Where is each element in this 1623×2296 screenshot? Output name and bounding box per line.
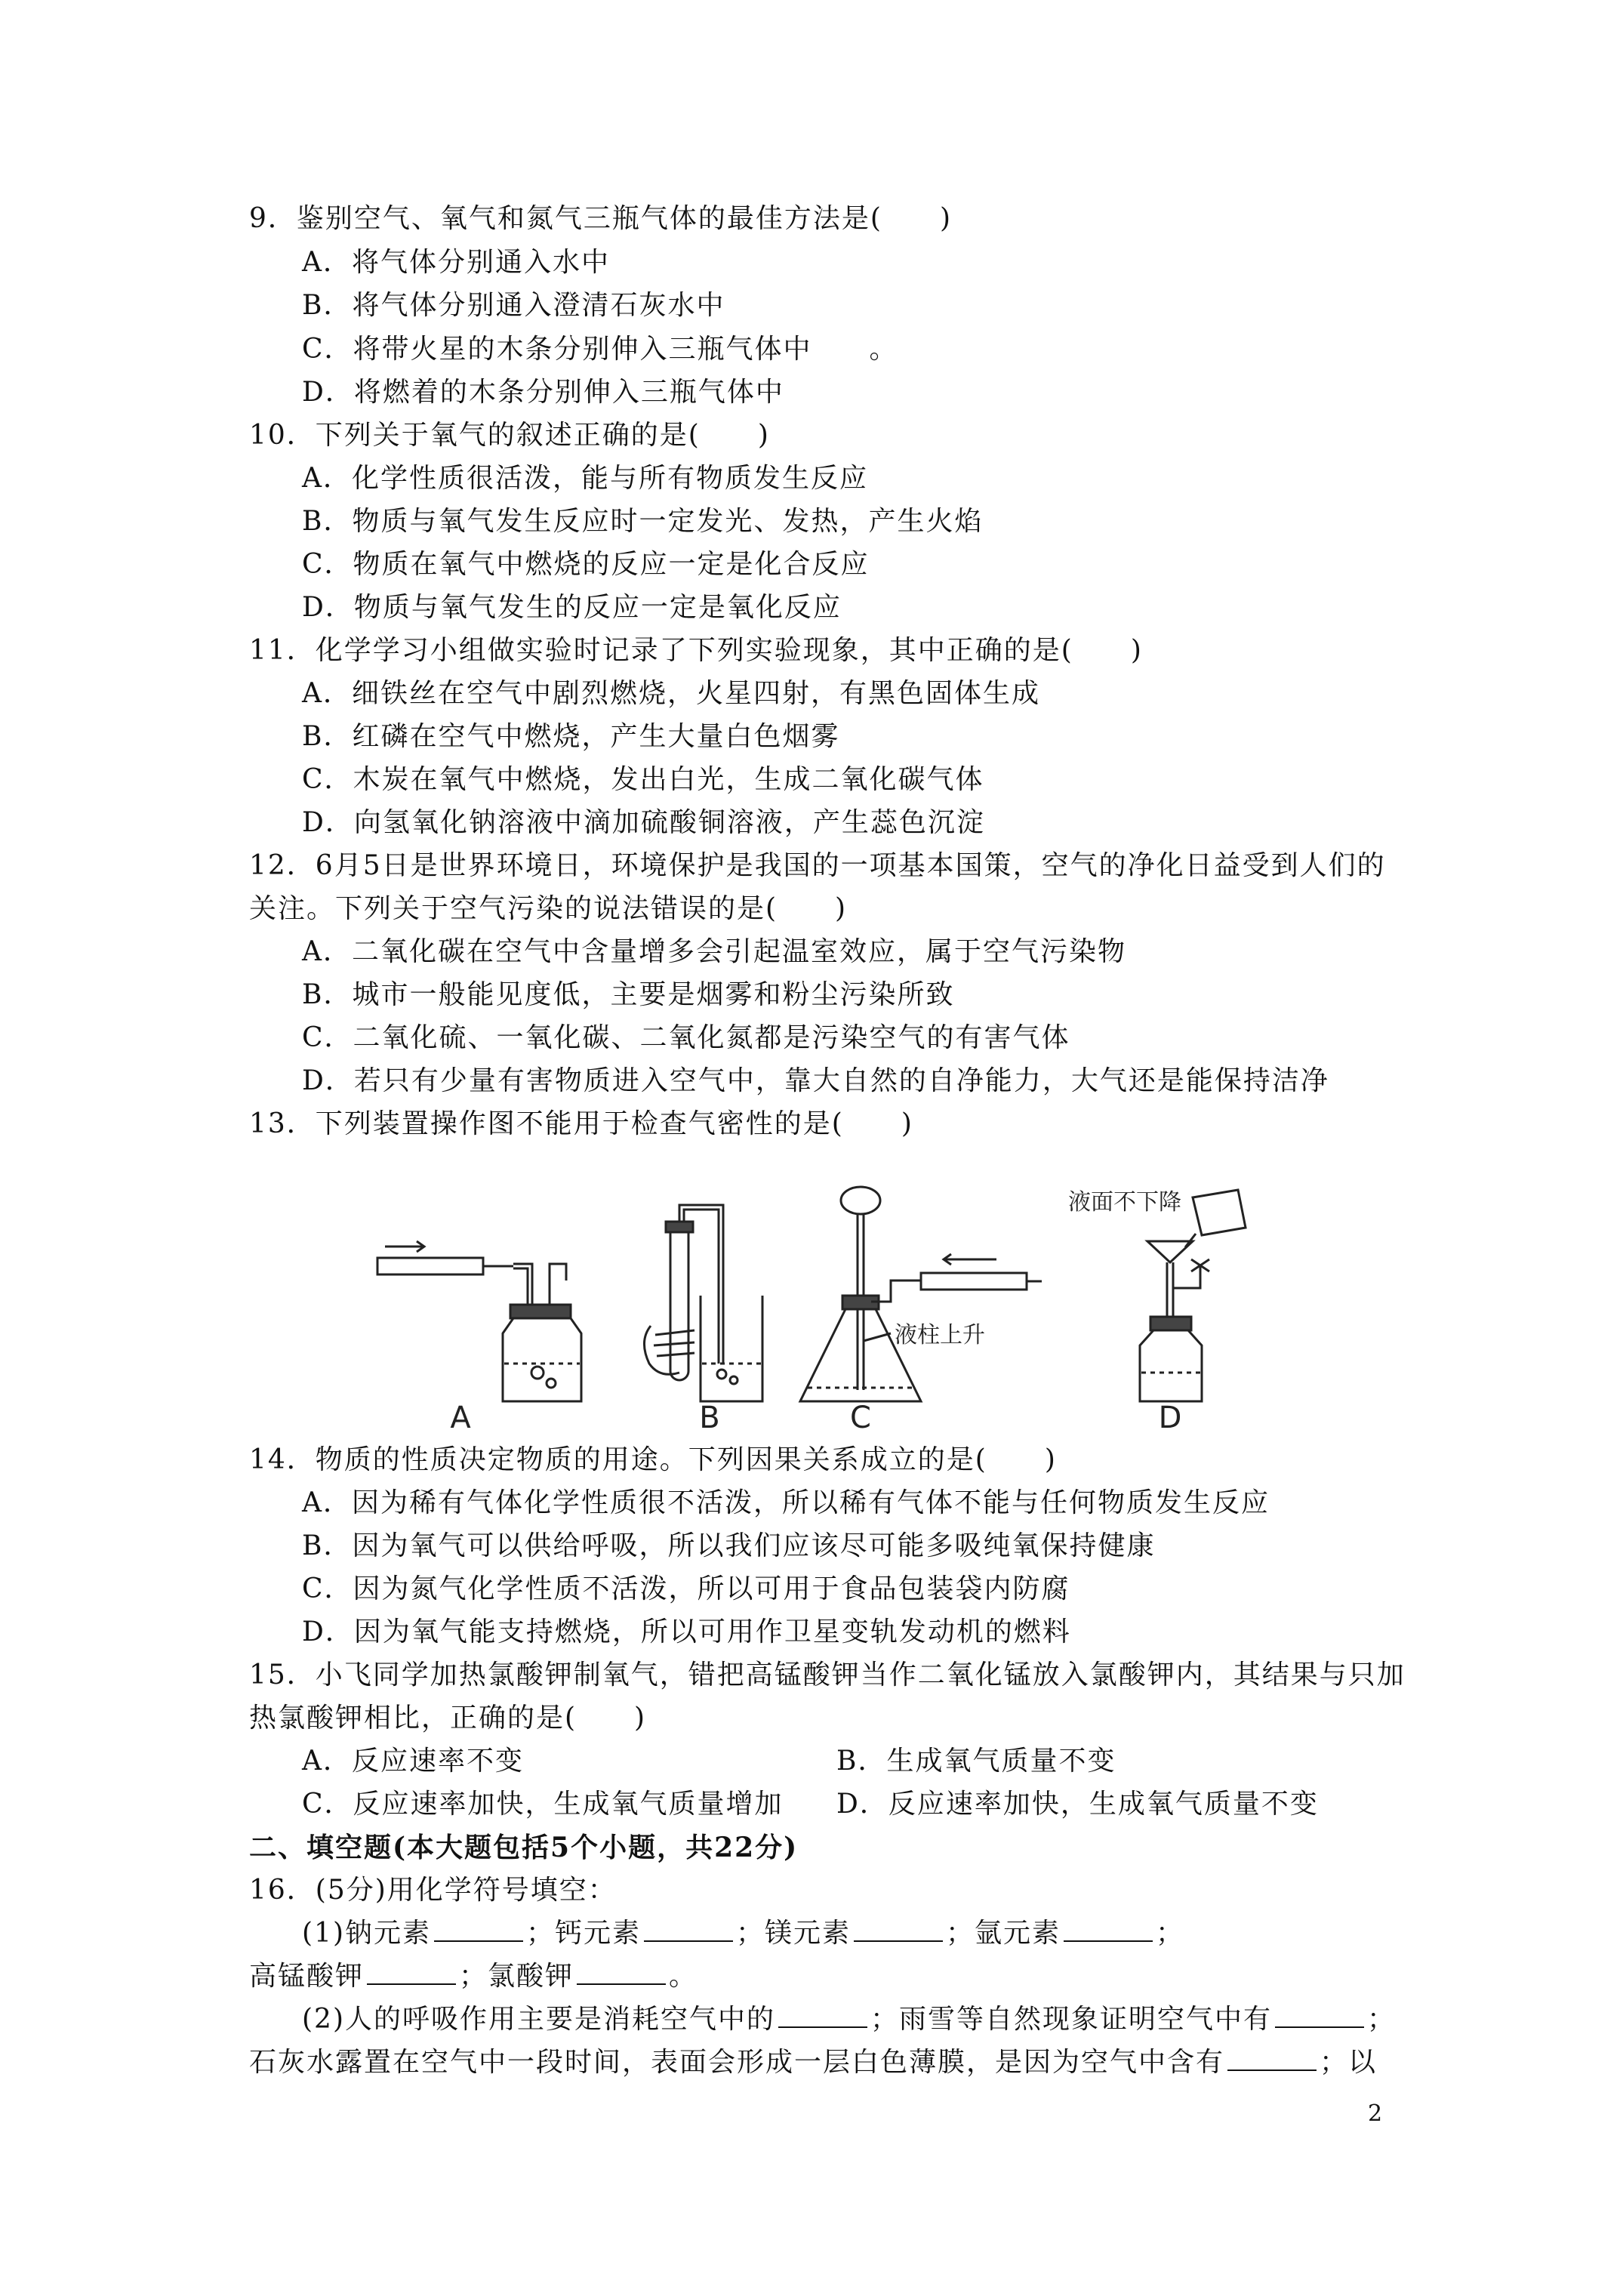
question-14-option-a: A．因为稀有气体化学性质很不活泼，所以稀有气体不能与任何物质发生反应 xyxy=(302,1487,1270,1518)
question-13-stem: 13．下列装置操作图不能用于检查气密性的是( ) xyxy=(249,1108,913,1139)
answer-blank[interactable] xyxy=(367,1961,456,1985)
question-9-option-b: B．将气体分别通入澄清石灰水中 xyxy=(302,290,725,321)
question-9-stem: 9．鉴别空气、氧气和氮气三瓶气体的最佳方法是( ) xyxy=(249,203,952,234)
answer-blank[interactable] xyxy=(778,2004,867,2028)
q16-text: ；氩元素 xyxy=(946,1918,1061,1949)
q16-text: ；镁元素 xyxy=(736,1918,852,1949)
apparatus-b xyxy=(644,1205,762,1401)
question-12-option-c: C．二氧化硫、一氧化碳、二氧化氮都是污染空气的有害气体 xyxy=(302,1022,1070,1053)
q16-text: 石灰水露置在空气中一段时间，表面会形成一层白色薄膜，是因为空气中含有 xyxy=(249,2047,1225,2078)
question-11-stem: 11．化学学习小组做实验时记录了下列实验现象，其中正确的是( ) xyxy=(249,635,1143,666)
question-12-option-a: A．二氧化碳在空气中含量增多会引起温室效应，属于空气污染物 xyxy=(302,936,1126,967)
question-11-option-b: B．红磷在空气中燃烧，产生大量白色烟雾 xyxy=(302,721,840,752)
answer-blank[interactable] xyxy=(1227,2047,1317,2071)
answer-blank[interactable] xyxy=(1064,1918,1153,1942)
apparatus-c-syringe xyxy=(921,1273,1027,1290)
answer-blank[interactable] xyxy=(434,1918,523,1942)
figure-note-c: 液柱上升 xyxy=(895,1322,985,1348)
question-10-stem: 10．下列关于氧气的叙述正确的是( ) xyxy=(249,420,770,451)
question-11-option-d: D．向氢氧化钠溶液中滴加硫酸铜溶液，产生蕊色沉淀 xyxy=(302,807,985,838)
apparatus-d-funnel xyxy=(1147,1241,1193,1262)
apparatus-d-pouring-beaker xyxy=(1193,1190,1246,1235)
q16-text: 高锰酸钾 xyxy=(249,1961,365,1992)
apparatus-b-beaker xyxy=(701,1296,762,1401)
question-14-option-d: D．因为氧气能支持燃烧，所以可用作卫星变轨发动机的燃料 xyxy=(302,1616,1071,1647)
figure-label-b: B xyxy=(699,1401,720,1432)
question-9-option-a: A．将气体分别通入水中 xyxy=(302,247,610,278)
apparatus-c xyxy=(800,1187,1042,1401)
question-15-stem-line2: 热氯酸钾相比，正确的是( ) xyxy=(249,1703,647,1734)
question-15-stem-line1: 15．小飞同学加热氯酸钾制氧气，错把高锰酸钾当作二氧化锰放入氯酸钾内，其结果与只加 xyxy=(249,1660,1406,1690)
question-15-option-d: D．反应速率加快，生成氧气质量不变 xyxy=(836,1789,1319,1820)
question-12-option-b: B．城市一般能见度低，主要是烟雾和粉尘污染所致 xyxy=(302,979,955,1010)
q16-text: ； xyxy=(1156,1918,1185,1949)
question-14-stem: 14．物质的性质决定物质的用途。下列因果关系成立的是( ) xyxy=(249,1444,1057,1475)
q16-text: (2)人的呼吸作用主要是消耗空气中的 xyxy=(302,2004,775,2035)
question-16-part1-line2 xyxy=(249,1960,698,1993)
question-10-option-a: A．化学性质很活泼，能与所有物质发生反应 xyxy=(302,463,868,494)
page-number: 2 xyxy=(1368,2100,1383,2127)
question-10-option-d: D．物质与氧气发生的反应一定是氧化反应 xyxy=(302,592,842,623)
q16-text: (1)钠元素 xyxy=(302,1918,431,1949)
q16-text: ；钙元素 xyxy=(526,1918,642,1949)
answer-blank[interactable] xyxy=(644,1918,733,1942)
figure-label-d: D xyxy=(1158,1401,1182,1432)
apparatus-b-test-tube xyxy=(670,1229,688,1380)
answer-blank[interactable] xyxy=(1275,2004,1364,2028)
figure-label-c: C xyxy=(850,1401,871,1432)
apparatus-a-bottle xyxy=(503,1318,581,1401)
question-9-option-c: C．将带火星的木条分别伸入三瓶气体中 。 xyxy=(302,334,898,365)
question-15-option-a: A．反应速率不变 xyxy=(302,1746,524,1777)
question-16-part1-line1 xyxy=(302,1917,1184,1950)
apparatus-diagram xyxy=(362,1175,1359,1432)
question-12-option-d: D．若只有少量有害物质进入空气中，靠大自然的自净能力，大气还是能保持洁净 xyxy=(302,1065,1329,1096)
question-12-stem-line1: 12．6月5日是世界环境日，环境保护是我国的一项基本国策，空气的净化日益受到人们的 xyxy=(249,850,1386,881)
question-9-option-d: D．将燃着的木条分别伸入三瓶气体中 xyxy=(302,377,784,408)
apparatus-a xyxy=(377,1241,581,1401)
question-16-part2-line2 xyxy=(249,2046,1377,2079)
apparatus-d xyxy=(1140,1190,1246,1401)
question-10-option-c: C．物质在氧气中燃烧的反应一定是化合反应 xyxy=(302,549,870,580)
q16-text: ；以 xyxy=(1320,2047,1378,2078)
question-14-option-c: C．因为氮气化学性质不活泼，所以可用于食品包装袋内防腐 xyxy=(302,1573,1070,1604)
section-2-heading: 二、填空题(本大题包括5个小题，共22分) xyxy=(249,1832,799,1863)
question-15-option-b: B．生成氧气质量不变 xyxy=(836,1746,1116,1777)
apparatus-figure xyxy=(362,1175,1359,1432)
question-15-option-c: C．反应速率加快，生成氧气质量增加 xyxy=(302,1789,784,1820)
q16-text: ； xyxy=(1367,2004,1397,2035)
apparatus-c-funnel xyxy=(841,1187,880,1214)
question-11-option-a: A．细铁丝在空气中剧烈燃烧，火星四射，有黑色固体生成 xyxy=(302,678,1040,709)
question-12-stem-line2: 关注。下列关于空气污染的说法错误的是( ) xyxy=(249,893,848,924)
figure-label-a: A xyxy=(450,1401,471,1432)
question-16-stem: 16．(5分)用化学符号填空： xyxy=(249,1875,617,1906)
q16-text: ；氯酸钾 xyxy=(459,1961,574,1992)
answer-blank[interactable] xyxy=(854,1918,943,1942)
question-14-option-b: B．因为氧气可以供给呼吸，所以我们应该尽可能多吸纯氧保持健康 xyxy=(302,1530,1156,1561)
q16-text: 。 xyxy=(669,1961,698,1992)
question-16-part2-line1 xyxy=(302,2003,1396,2036)
answer-blank[interactable] xyxy=(577,1961,666,1985)
apparatus-a-syringe xyxy=(377,1258,483,1274)
question-10-option-b: B．物质与氧气发生反应时一定发光、发热，产生火焰 xyxy=(302,506,984,537)
q16-text: ；雨雪等自然现象证明空气中有 xyxy=(870,2004,1273,2035)
apparatus-d-bottle xyxy=(1140,1330,1202,1401)
question-11-option-c: C．木炭在氧气中燃烧，发出白光，生成二氧化碳气体 xyxy=(302,764,984,795)
figure-note-d: 液面不下降 xyxy=(1068,1189,1181,1216)
